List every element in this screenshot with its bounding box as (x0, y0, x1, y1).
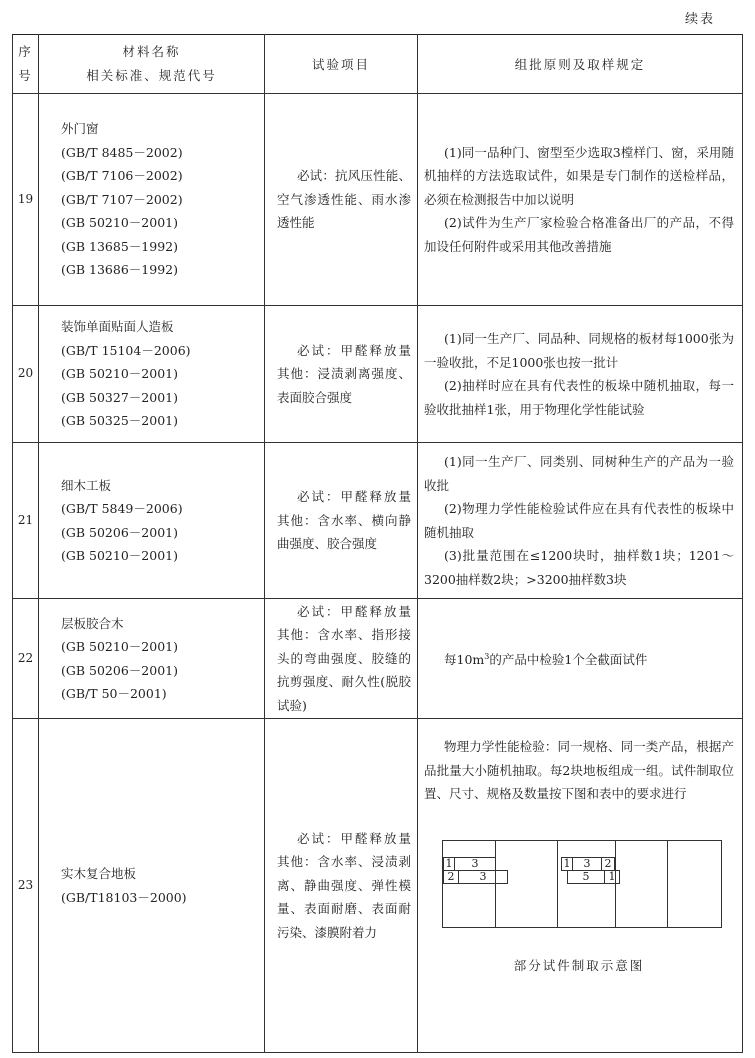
rule-cell: 物理力学性能检验：同一规格、同一类产品，根据产品批量大小随机抽取。每2块地板组成一组。试件制取位置、尺寸、规格及数量按下图和表中的要求进行 1 3 2 3 1 3 2 5 1 部分试件制取示意图 (418, 719, 743, 1053)
material-cell: 细木工板 (GB/T 5849－2006) (GB 50206－2001) (GB 50210－2001) (39, 443, 265, 599)
test-cell: 必试：抗风压性能、空气渗透性能、雨水渗透性能 (265, 94, 418, 306)
row-number: 23 (13, 719, 39, 1053)
table-row (13, 719, 743, 1053)
header-num: 序 号 (13, 35, 39, 94)
test-cell: 必试：甲醛释放量 其他：浸渍剥离强度、表面胶合强度 (265, 306, 418, 443)
table-row (13, 599, 743, 719)
header-rule: 组批原则及取样规定 (418, 35, 743, 94)
diagram-label: 1 (443, 857, 455, 871)
row-number: 21 (13, 443, 39, 599)
rule-cell: (1)同一品种门、窗型至少选取3樘样门、窗，采用随机抽样的方法选取试件，如果是专门制作的送检样品，必须在检测报告中加以说明 (2)试件为生产厂家检验合格准备出厂的产品，不得加设任何附件或采用其他改善措施 (418, 94, 743, 306)
diagram-label: 2 (601, 857, 615, 871)
rule-cell: (1)同一生产厂、同品种、同规格的板材每1000张为一验收批，不足1000张也按一批计 (2)抽样时应在具有代表性的板垛中随机抽取，每一验收批抽样1张，用于物理化学性能试验 (418, 306, 743, 443)
test-cell: 必试：甲醛释放量 其他：含水率、指形接头的弯曲强度、胶缝的抗剪强度、耐久性(脱胶试验) (265, 599, 418, 719)
rule-cell: (1)同一生产厂、同类别、同树种生产的产品为一验收批 (2)物理力学性能检验试件应在具有代表性的板垛中随机抽取 (3)批量范围在≤1200块时，抽样数1块；1201～3200抽样数2块；>3200抽样数3块 (418, 443, 743, 599)
header-row (13, 35, 743, 94)
diagram-label: 3 (458, 870, 508, 884)
continued-label: 续表 (684, 12, 715, 27)
material-cell: 实木复合地板 (GB/T18103－2000) (39, 719, 265, 1053)
table-row (13, 443, 743, 599)
rule-cell: 每$10m^3$的产品中检验1个全截面试件 (418, 599, 743, 719)
row-number: 22 (13, 599, 39, 719)
diagram-label: 1 (561, 857, 573, 871)
table-row (13, 306, 743, 443)
row-number: 20 (13, 306, 39, 443)
diagram-label: 3 (454, 857, 496, 871)
diagram-label: 1 (604, 870, 620, 884)
specimen-diagram (442, 840, 722, 928)
header-material: 材料名称 相关标准、规范代号 (39, 35, 265, 94)
diagram-label: 3 (572, 857, 602, 871)
test-cell: 必试：甲醛释放量 其他：含水率、横向静曲强度、胶合强度 (265, 443, 418, 599)
diagram-caption: 部分试件制取示意图 (513, 957, 645, 973)
material-cell: 外门窗 (GB/T 8485－2002) (GB/T 7106－2002) (GB/T 7107－2002) (GB 50210－2001) (GB 13685－1992) (GB 13686－1992) (39, 94, 265, 306)
sampling-table (12, 34, 743, 1053)
material-cell: 层板胶合木 (GB 50210－2001) (GB 50206－2001) (GB/T 50－2001) (39, 599, 265, 719)
material-cell: 装饰单面贴面人造板 (GB/T 15104－2006) (GB 50210－2001) (GB 50327－2001) (GB 50325－2001) (39, 306, 265, 443)
diagram-label: 5 (567, 870, 605, 884)
header-test: 试验项目 (265, 35, 418, 94)
row-number: 19 (13, 94, 39, 306)
table-row (13, 94, 743, 306)
test-cell: 必试：甲醛释放量 其他：含水率、浸渍剥离、静曲强度、弹性模量、表面耐磨、表面耐污染、漆膜附着力 (265, 719, 418, 1053)
diagram-label: 2 (443, 870, 459, 884)
